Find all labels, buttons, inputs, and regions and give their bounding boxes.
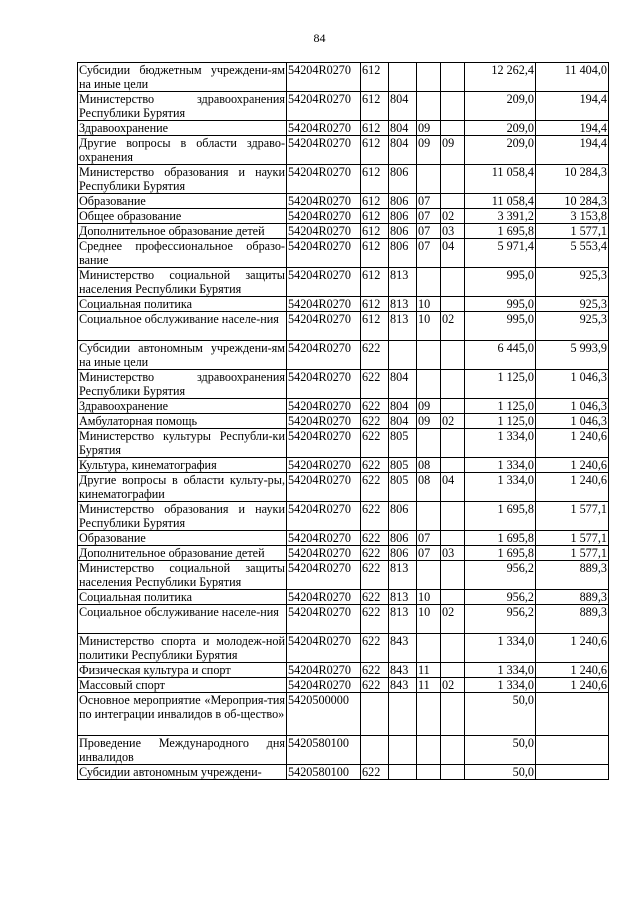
expense-type-cell: 622: [361, 605, 389, 634]
row-name-cell: Министерство спорта и молодеж-ной политики Республики Бурятия: [79, 634, 285, 662]
amount-year1-cell: 50,0: [465, 736, 536, 765]
subsection-cell: 02: [441, 312, 465, 341]
target-article-cell: 54204R0270: [287, 297, 361, 312]
target-article-cell: 5420580100: [287, 765, 361, 780]
section-cell: [417, 429, 441, 458]
section-cell: 10: [417, 605, 441, 634]
ministry-code-cell: [389, 765, 417, 780]
table-row: [78, 502, 609, 531]
expense-type-cell: 612: [361, 194, 389, 209]
table-row: [78, 736, 609, 765]
target-article-cell: 54204R0270: [287, 92, 361, 121]
amount-year1-cell: 956,2: [465, 605, 536, 634]
row-name-cell: Субсидии автономным учреждени-: [78, 765, 287, 780]
ministry-code-cell: 813: [389, 590, 417, 605]
amount-year2-cell: 10 284,3: [536, 165, 609, 194]
ministry-code-cell: [389, 63, 417, 92]
expense-type-cell: 622: [361, 590, 389, 605]
amount-year2-cell: 1 577,1: [536, 224, 609, 239]
amount-year1-cell: 6 445,0: [465, 341, 536, 370]
amount-year2-cell: 194,4: [536, 136, 609, 165]
ministry-code-cell: 843: [389, 634, 417, 663]
table-row: [78, 136, 609, 165]
amount-year2-cell: [536, 765, 609, 780]
target-article-cell: 54204R0270: [287, 136, 361, 165]
expense-type-cell: 612: [361, 297, 389, 312]
ministry-code-cell: 806: [389, 165, 417, 194]
section-cell: 07: [417, 531, 441, 546]
ministry-code-cell: 804: [389, 370, 417, 399]
row-name-cell: Общее образование: [78, 209, 287, 224]
expense-type-cell: 622: [361, 429, 389, 458]
expense-type-cell: 622: [361, 765, 389, 780]
row-name-cell: Амбулаторная помощь: [78, 414, 287, 429]
subsection-cell: [441, 590, 465, 605]
table-row: [78, 312, 609, 341]
section-cell: 11: [417, 663, 441, 678]
section-cell: 09: [417, 399, 441, 414]
subsection-cell: 02: [441, 678, 465, 693]
expense-type-cell: 622: [361, 399, 389, 414]
amount-year2-cell: 1 240,6: [536, 458, 609, 473]
ministry-code-cell: 806: [389, 209, 417, 224]
section-cell: 07: [417, 224, 441, 239]
row-name-cell: Министерство образования и науки Республики Бурятия: [79, 165, 285, 193]
target-article-cell: 54204R0270: [287, 678, 361, 693]
expense-type-cell: 612: [361, 268, 389, 297]
amount-year1-cell: 1 695,8: [465, 546, 536, 561]
section-cell: [417, 268, 441, 297]
amount-year1-cell: 1 334,0: [465, 458, 536, 473]
row-name-cell: Среднее профессиональное образо-вание: [79, 239, 285, 267]
expense-type-cell: 612: [361, 224, 389, 239]
row-name-cell: Дополнительное образование детей: [78, 224, 287, 239]
ministry-code-cell: 804: [389, 136, 417, 165]
section-cell: [417, 92, 441, 121]
expense-type-cell: 612: [361, 121, 389, 136]
section-cell: 11: [417, 678, 441, 693]
amount-year1-cell: 1 695,8: [465, 224, 536, 239]
subsection-cell: 02: [441, 414, 465, 429]
table-row: [78, 121, 609, 136]
section-cell: [417, 370, 441, 399]
target-article-cell: 54204R0270: [287, 590, 361, 605]
expense-type-cell: 622: [361, 341, 389, 370]
target-article-cell: 54204R0270: [287, 429, 361, 458]
section-cell: [417, 736, 441, 765]
table-row: [78, 765, 609, 780]
table-row: [78, 92, 609, 121]
ministry-code-cell: 804: [389, 92, 417, 121]
ministry-code-cell: 813: [389, 268, 417, 297]
table-row: [78, 224, 609, 239]
table-row: [78, 590, 609, 605]
subsection-cell: [441, 341, 465, 370]
row-name-cell: Министерство здравоохранения Республики Бурятия: [79, 370, 285, 398]
section-cell: 07: [417, 546, 441, 561]
target-article-cell: 54204R0270: [287, 63, 361, 92]
amount-year1-cell: 1 334,0: [465, 634, 536, 663]
budget-table: [77, 62, 609, 780]
section-cell: 09: [417, 414, 441, 429]
row-name-cell: Основное мероприятие «Мероприя-тия по интеграции инвалидов в об-щество»: [78, 693, 287, 736]
amount-year1-cell: 5 971,4: [465, 239, 536, 268]
subsection-cell: [441, 268, 465, 297]
section-cell: 09: [417, 136, 441, 165]
subsection-cell: 03: [441, 224, 465, 239]
amount-year1-cell: 1 695,8: [465, 502, 536, 531]
amount-year2-cell: 1 577,1: [536, 531, 609, 546]
amount-year1-cell: 995,0: [465, 268, 536, 297]
section-cell: [417, 502, 441, 531]
table-row: [78, 165, 609, 194]
subsection-cell: [441, 502, 465, 531]
amount-year2-cell: 194,4: [536, 121, 609, 136]
amount-year1-cell: 995,0: [465, 312, 536, 341]
row-name-cell: Дополнительное образование детей: [78, 546, 287, 561]
row-name-cell: Министерство образования и науки Республики Бурятия: [79, 502, 285, 530]
section-cell: 10: [417, 297, 441, 312]
target-article-cell: 54204R0270: [287, 268, 361, 297]
expense-type-cell: 622: [361, 531, 389, 546]
amount-year2-cell: 889,3: [536, 590, 609, 605]
amount-year2-cell: 3 153,8: [536, 209, 609, 224]
subsection-cell: [441, 63, 465, 92]
expense-type-cell: 622: [361, 634, 389, 663]
ministry-code-cell: 806: [389, 224, 417, 239]
amount-year1-cell: 50,0: [465, 765, 536, 780]
amount-year1-cell: 1 334,0: [465, 473, 536, 502]
row-name-cell: Массовый спорт: [78, 678, 287, 693]
expense-type-cell: 612: [361, 63, 389, 92]
expense-type-cell: 612: [361, 92, 389, 121]
amount-year2-cell: 1 046,3: [536, 414, 609, 429]
ministry-code-cell: 804: [389, 399, 417, 414]
amount-year1-cell: 50,0: [465, 693, 536, 736]
table-row: [78, 63, 609, 92]
amount-year2-cell: 1 577,1: [536, 546, 609, 561]
subsection-cell: 04: [441, 473, 465, 502]
section-cell: [417, 561, 441, 590]
ministry-code-cell: [389, 736, 417, 765]
target-article-cell: 54204R0270: [287, 239, 361, 268]
section-cell: 10: [417, 312, 441, 341]
amount-year2-cell: [536, 693, 609, 736]
table-row: [78, 209, 609, 224]
table-row: [78, 531, 609, 546]
table-row: [78, 414, 609, 429]
section-cell: 10: [417, 590, 441, 605]
table-row: [78, 268, 609, 297]
row-name-cell: Образование: [78, 531, 287, 546]
expense-type-cell: [361, 693, 389, 736]
amount-year1-cell: 956,2: [465, 561, 536, 590]
amount-year2-cell: 1 240,6: [536, 634, 609, 663]
amount-year2-cell: 1 240,6: [536, 663, 609, 678]
ministry-code-cell: 806: [389, 502, 417, 531]
subsection-cell: [441, 165, 465, 194]
amount-year2-cell: 925,3: [536, 297, 609, 312]
ministry-code-cell: [389, 341, 417, 370]
amount-year1-cell: 3 391,2: [465, 209, 536, 224]
row-name-cell: Министерство здравоохранения Республики Бурятия: [79, 92, 285, 120]
row-name-cell: Субсидии бюджетным учреждени-ям на иные цели: [79, 63, 285, 91]
amount-year2-cell: 5 993,9: [536, 341, 609, 370]
section-cell: 07: [417, 209, 441, 224]
subsection-cell: [441, 399, 465, 414]
amount-year2-cell: 1 240,6: [536, 429, 609, 458]
amount-year1-cell: 209,0: [465, 92, 536, 121]
table-row: [78, 605, 609, 634]
subsection-cell: 09: [441, 136, 465, 165]
expense-type-cell: 622: [361, 678, 389, 693]
amount-year2-cell: 1 046,3: [536, 370, 609, 399]
target-article-cell: 54204R0270: [287, 561, 361, 590]
table-row: [78, 370, 609, 399]
target-article-cell: 54204R0270: [287, 209, 361, 224]
expense-type-cell: 622: [361, 370, 389, 399]
amount-year1-cell: 11 058,4: [465, 165, 536, 194]
amount-year2-cell: 1 240,6: [536, 473, 609, 502]
ministry-code-cell: 806: [389, 531, 417, 546]
row-name-cell: Социальная политика: [78, 590, 287, 605]
row-name-cell: Физическая культура и спорт: [78, 663, 287, 678]
amount-year2-cell: 1 046,3: [536, 399, 609, 414]
subsection-cell: [441, 693, 465, 736]
amount-year2-cell: 1 240,6: [536, 678, 609, 693]
ministry-code-cell: 813: [389, 561, 417, 590]
target-article-cell: 54204R0270: [287, 414, 361, 429]
section-cell: 07: [417, 194, 441, 209]
amount-year1-cell: 209,0: [465, 136, 536, 165]
target-article-cell: 54204R0270: [287, 399, 361, 414]
ministry-code-cell: 804: [389, 121, 417, 136]
row-name-cell: Социальное обслуживание населе-ния: [78, 312, 287, 341]
subsection-cell: 02: [441, 605, 465, 634]
amount-year1-cell: 1 125,0: [465, 399, 536, 414]
expense-type-cell: 622: [361, 414, 389, 429]
subsection-cell: [441, 531, 465, 546]
subsection-cell: [441, 736, 465, 765]
section-cell: 08: [417, 473, 441, 502]
table-row: [78, 194, 609, 209]
ministry-code-cell: 813: [389, 605, 417, 634]
amount-year1-cell: 1 334,0: [465, 663, 536, 678]
target-article-cell: 54204R0270: [287, 546, 361, 561]
ministry-code-cell: 806: [389, 239, 417, 268]
expense-type-cell: 622: [361, 663, 389, 678]
amount-year1-cell: 1 125,0: [465, 414, 536, 429]
expense-type-cell: 612: [361, 239, 389, 268]
section-cell: [417, 63, 441, 92]
row-name-cell: Образование: [78, 194, 287, 209]
amount-year1-cell: 995,0: [465, 297, 536, 312]
amount-year2-cell: 5 553,4: [536, 239, 609, 268]
ministry-code-cell: 843: [389, 663, 417, 678]
subsection-cell: [441, 634, 465, 663]
amount-year2-cell: 925,3: [536, 268, 609, 297]
row-name-cell: Министерство социальной защиты населения Республики Бурятия: [79, 268, 285, 296]
amount-year1-cell: 956,2: [465, 590, 536, 605]
amount-year1-cell: 1 334,0: [465, 429, 536, 458]
amount-year1-cell: 1 695,8: [465, 531, 536, 546]
expense-type-cell: 622: [361, 458, 389, 473]
target-article-cell: 5420500000: [287, 693, 361, 736]
target-article-cell: 54204R0270: [287, 370, 361, 399]
table-body: [78, 63, 609, 780]
table-row: [78, 239, 609, 268]
row-name-cell: Социальная политика: [78, 297, 287, 312]
subsection-cell: [441, 765, 465, 780]
target-article-cell: 54204R0270: [287, 194, 361, 209]
amount-year1-cell: 1 125,0: [465, 370, 536, 399]
amount-year1-cell: 209,0: [465, 121, 536, 136]
table-row: [78, 473, 609, 502]
expense-type-cell: 612: [361, 209, 389, 224]
target-article-cell: 54204R0270: [287, 341, 361, 370]
target-article-cell: 54204R0270: [287, 605, 361, 634]
target-article-cell: 54204R0270: [287, 502, 361, 531]
section-cell: [417, 634, 441, 663]
expense-type-cell: [361, 736, 389, 765]
expense-type-cell: 622: [361, 546, 389, 561]
ministry-code-cell: 813: [389, 312, 417, 341]
amount-year2-cell: 889,3: [536, 561, 609, 590]
ministry-code-cell: 806: [389, 546, 417, 561]
amount-year2-cell: 1 577,1: [536, 502, 609, 531]
amount-year1-cell: 12 262,4: [465, 63, 536, 92]
amount-year2-cell: 10 284,3: [536, 194, 609, 209]
amount-year2-cell: 194,4: [536, 92, 609, 121]
ministry-code-cell: 804: [389, 414, 417, 429]
subsection-cell: 02: [441, 209, 465, 224]
target-article-cell: 54204R0270: [287, 121, 361, 136]
table-row: [78, 678, 609, 693]
subsection-cell: [441, 663, 465, 678]
table-row: [78, 546, 609, 561]
amount-year2-cell: 925,3: [536, 312, 609, 341]
table-row: [78, 429, 609, 458]
amount-year1-cell: 1 334,0: [465, 678, 536, 693]
target-article-cell: 54204R0270: [287, 165, 361, 194]
section-cell: 09: [417, 121, 441, 136]
amount-year2-cell: [536, 736, 609, 765]
row-name-cell: Субсидии автономным учреждени-ям на иные цели: [79, 341, 285, 369]
ministry-code-cell: 843: [389, 678, 417, 693]
row-name-cell: Министерство культуры Республи-ки Бурятия: [79, 429, 285, 457]
section-cell: 08: [417, 458, 441, 473]
target-article-cell: 54204R0270: [287, 663, 361, 678]
amount-year1-cell: 11 058,4: [465, 194, 536, 209]
row-name-cell: Другие вопросы в области культу-ры, кинематографии: [79, 473, 285, 501]
ministry-code-cell: 805: [389, 458, 417, 473]
subsection-cell: 04: [441, 239, 465, 268]
target-article-cell: 54204R0270: [287, 224, 361, 239]
table-row: [78, 693, 609, 736]
expense-type-cell: 622: [361, 561, 389, 590]
amount-year2-cell: 889,3: [536, 605, 609, 634]
expense-type-cell: 622: [361, 502, 389, 531]
expense-type-cell: 612: [361, 165, 389, 194]
section-cell: [417, 693, 441, 736]
table-row: [78, 458, 609, 473]
subsection-cell: [441, 561, 465, 590]
table-row: [78, 399, 609, 414]
row-name-cell: Здравоохранение: [78, 399, 287, 414]
row-name-cell: Здравоохранение: [78, 121, 287, 136]
table-row: [78, 297, 609, 312]
ministry-code-cell: 806: [389, 194, 417, 209]
subsection-cell: [441, 429, 465, 458]
target-article-cell: 54204R0270: [287, 531, 361, 546]
subsection-cell: [441, 92, 465, 121]
ministry-code-cell: 813: [389, 297, 417, 312]
target-article-cell: 54204R0270: [287, 458, 361, 473]
ministry-code-cell: [389, 693, 417, 736]
expense-type-cell: 612: [361, 136, 389, 165]
row-name-cell: Министерство социальной защиты населения Республики Бурятия: [79, 561, 285, 589]
subsection-cell: [441, 370, 465, 399]
table-row: [78, 634, 609, 663]
subsection-cell: [441, 297, 465, 312]
section-cell: 07: [417, 239, 441, 268]
table-row: [78, 561, 609, 590]
expense-type-cell: 622: [361, 473, 389, 502]
target-article-cell: 54204R0270: [287, 473, 361, 502]
section-cell: [417, 165, 441, 194]
section-cell: [417, 765, 441, 780]
amount-year2-cell: 11 404,0: [536, 63, 609, 92]
row-name-cell: Культура, кинематография: [78, 458, 287, 473]
table-row: [78, 341, 609, 370]
target-article-cell: 54204R0270: [287, 312, 361, 341]
target-article-cell: 54204R0270: [287, 634, 361, 663]
ministry-code-cell: 805: [389, 473, 417, 502]
subsection-cell: [441, 194, 465, 209]
subsection-cell: [441, 458, 465, 473]
section-cell: [417, 341, 441, 370]
target-article-cell: 5420580100: [287, 736, 361, 765]
row-name-cell: Социальное обслуживание населе-ния: [78, 605, 287, 634]
subsection-cell: [441, 121, 465, 136]
table-row: [78, 663, 609, 678]
subsection-cell: 03: [441, 546, 465, 561]
ministry-code-cell: 805: [389, 429, 417, 458]
page-number: 84: [313, 31, 326, 45]
row-name-cell: Проведение Международного дня инвалидов: [79, 736, 285, 764]
row-name-cell: Другие вопросы в области здраво-охранения: [79, 136, 285, 164]
expense-type-cell: 612: [361, 312, 389, 341]
